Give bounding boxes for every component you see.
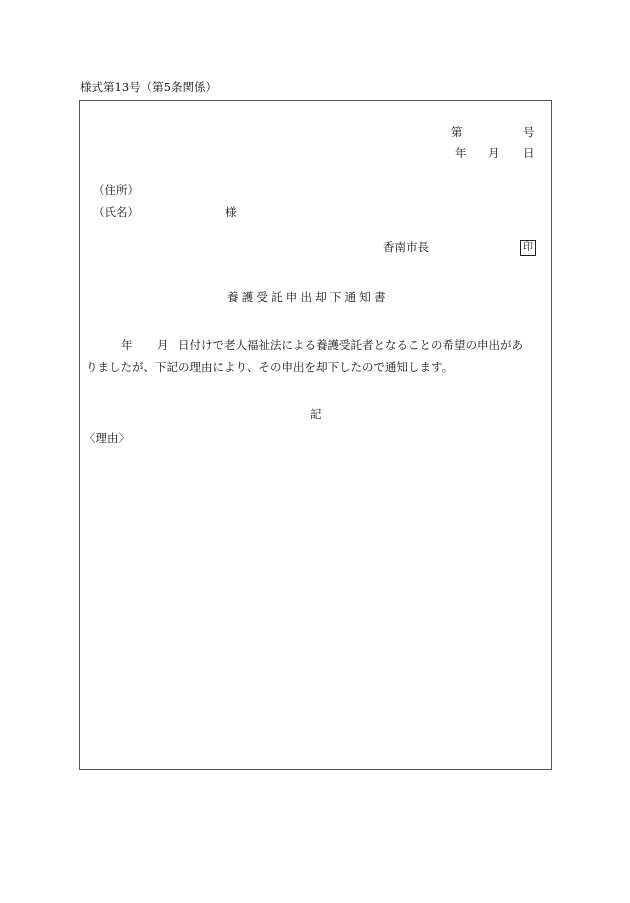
body-month-label: 月	[157, 338, 169, 352]
ki-heading: 記	[310, 407, 322, 421]
form-number-label: 様式第13号（第5条関係）	[80, 80, 217, 94]
body-year-label: 年	[121, 338, 133, 352]
recipient-honorific: 様	[225, 205, 237, 219]
date-year-label: 年	[455, 146, 467, 160]
document-number-prefix: 第	[451, 125, 463, 139]
reason-label: 〈理由〉	[84, 431, 130, 445]
date-month-label: 月	[488, 146, 500, 160]
body-text-line-2: りましたが、下記の理由により、その申出を却下したので通知します。	[86, 360, 454, 374]
issuer-name: 香南市長	[383, 240, 429, 254]
document-frame	[79, 100, 552, 770]
date-day-label: 日	[523, 146, 535, 160]
document-title: 養護受託申出却下通知書	[227, 290, 389, 304]
seal-mark: 印	[520, 240, 536, 256]
recipient-name-label: （氏名）	[93, 205, 139, 219]
document-number-suffix: 号	[523, 125, 535, 139]
recipient-address-label: （住所）	[93, 183, 139, 197]
body-text-line-1: 日付けで老人福祉法による養護受託者となることの希望の申出があ	[178, 338, 523, 352]
